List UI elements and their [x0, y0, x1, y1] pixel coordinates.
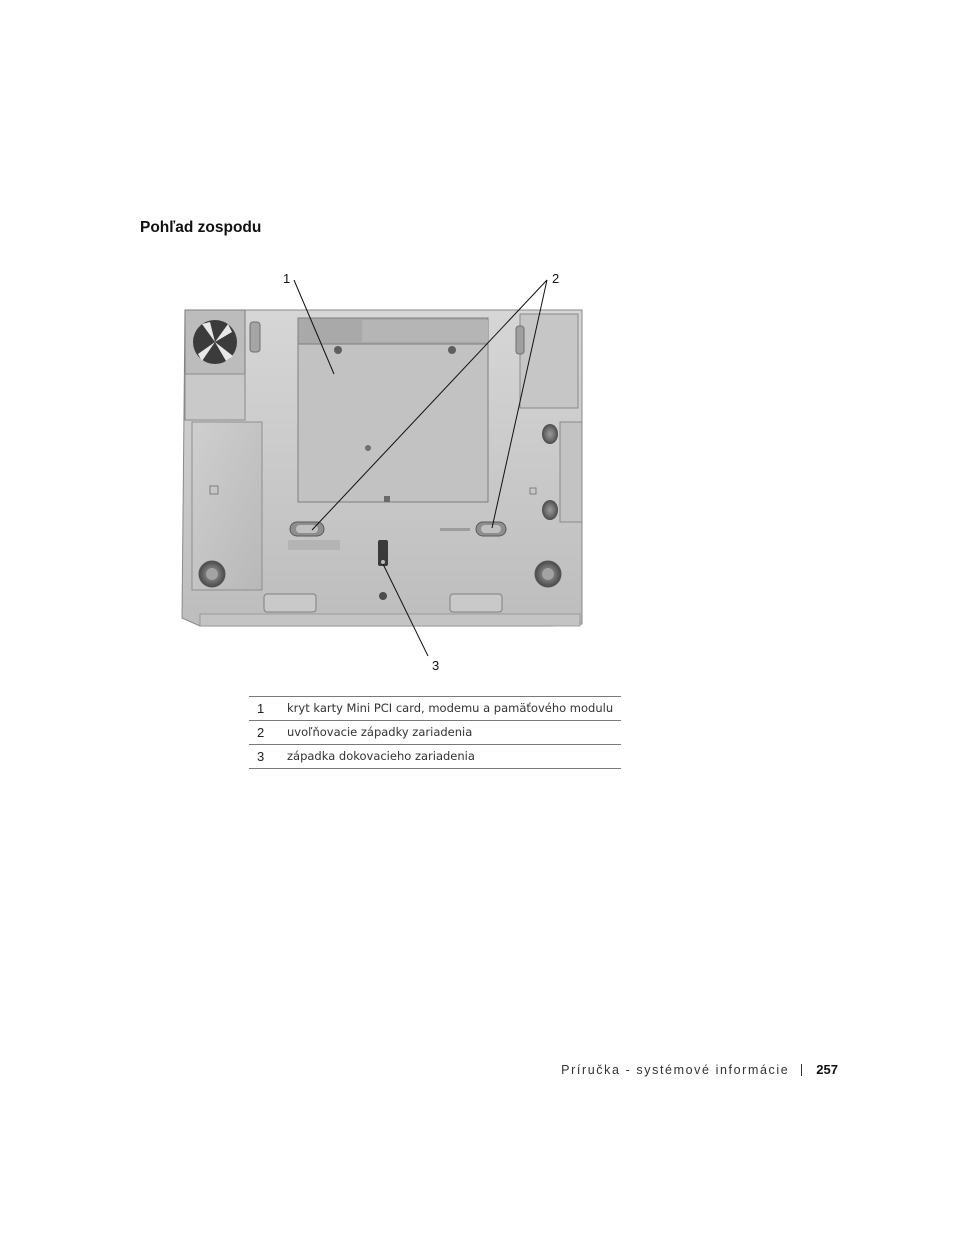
- footer-divider: [801, 1064, 802, 1076]
- callout-1-label: 1: [283, 271, 291, 286]
- legend-description: západka dokovacieho zariadenia: [287, 745, 621, 769]
- callout-3-label: 3: [432, 658, 440, 673]
- legend-number: 2: [249, 721, 287, 745]
- section-heading: Pohľad zospodu: [140, 219, 262, 236]
- legend-row: [249, 745, 621, 769]
- page-number: 257: [816, 1062, 838, 1077]
- callout-2-label: 2: [552, 271, 560, 286]
- legend-number: 3: [249, 745, 287, 769]
- page-footer: [561, 1062, 838, 1077]
- footer-title: Príručka - systémové informácie: [561, 1062, 790, 1077]
- laptop-bottom-view-figure: [140, 262, 620, 682]
- legend-number: 1: [249, 697, 287, 721]
- legend-row: [249, 697, 621, 721]
- legend-row: [249, 721, 621, 745]
- legend-table: [249, 696, 621, 769]
- laptop-bottom-illustration: [140, 262, 620, 682]
- legend-description: kryt karty Mini PCI card, modemu a pamäťového modulu: [287, 697, 621, 721]
- legend-description: uvoľňovacie západky zariadenia: [287, 721, 621, 745]
